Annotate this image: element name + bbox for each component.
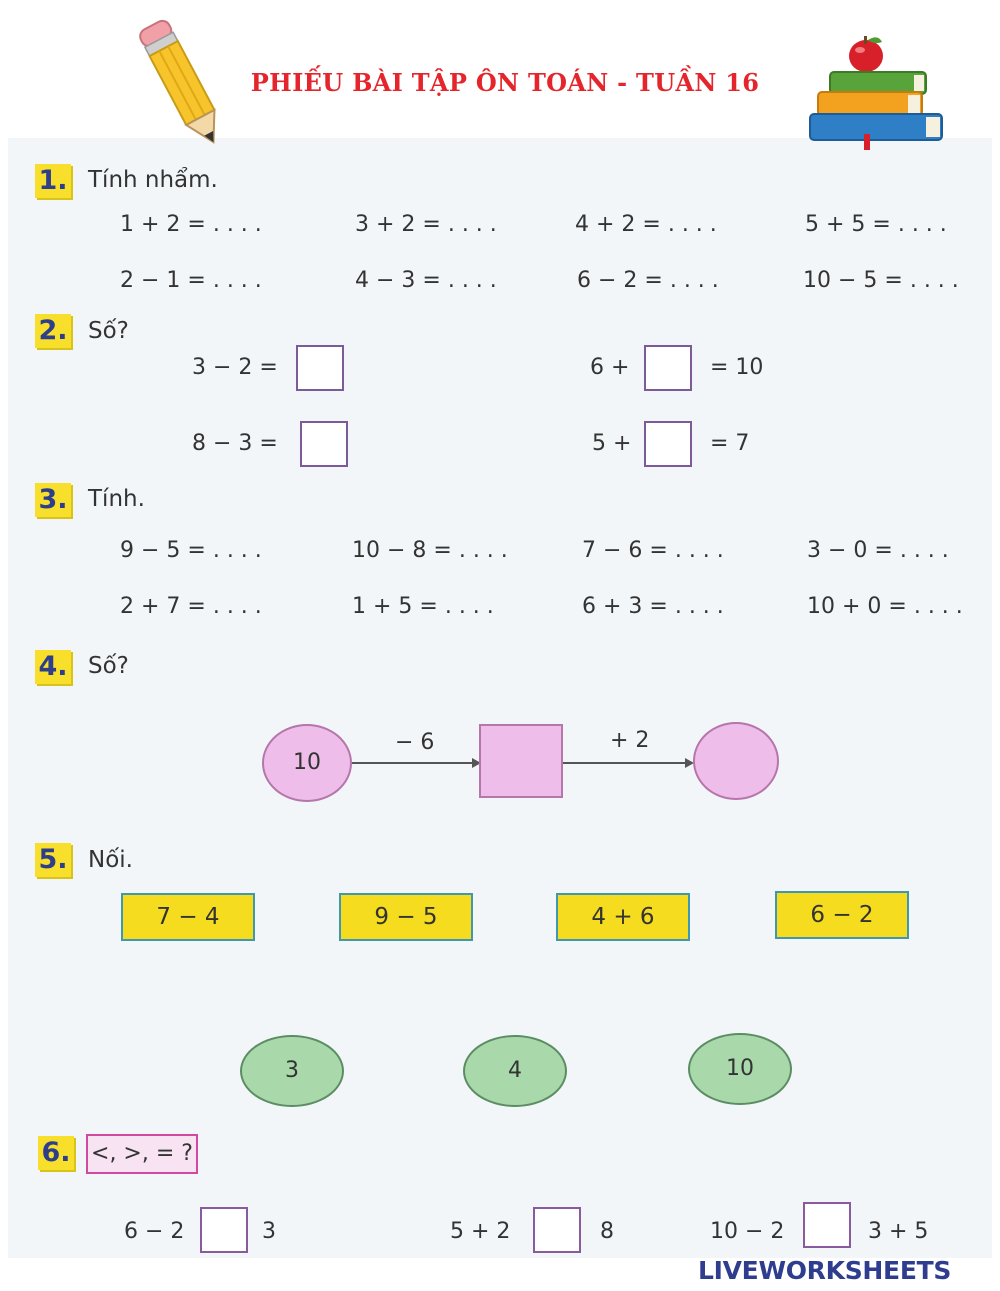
s2-answer-box[interactable] xyxy=(644,421,692,467)
end-answer-circle[interactable] xyxy=(693,722,779,800)
s6-left: 6 − 2 xyxy=(124,1219,185,1244)
section-1-number: 1. xyxy=(35,164,71,198)
s2-answer-box[interactable] xyxy=(296,345,344,391)
match-answer-circle[interactable]: 4 xyxy=(463,1035,567,1107)
s2-expr-pre: 3 − 2 = xyxy=(192,355,278,380)
section-4-number: 4. xyxy=(35,650,71,684)
liveworksheets-logo: LIVEWORKSHEETS xyxy=(698,1256,952,1285)
s1-expr[interactable]: 2 − 1 = . . . . xyxy=(120,268,262,293)
match-card[interactable]: 7 − 4 xyxy=(121,893,255,941)
s6-left: 10 − 2 xyxy=(710,1219,785,1244)
s3-expr[interactable]: 6 + 3 = . . . . xyxy=(582,594,724,619)
s6-right: 3 xyxy=(262,1219,276,1244)
s2-answer-box[interactable] xyxy=(644,345,692,391)
s6-right: 8 xyxy=(600,1219,614,1244)
match-answer-circle[interactable]: 10 xyxy=(688,1033,792,1105)
s6-compare-box[interactable] xyxy=(200,1207,248,1253)
s1-expr[interactable]: 3 + 2 = . . . . xyxy=(355,212,497,237)
middle-answer-box[interactable] xyxy=(479,724,563,798)
step-2-label: + 2 xyxy=(610,728,650,753)
section-5-number: 5. xyxy=(35,843,71,877)
match-card[interactable]: 6 − 2 xyxy=(775,891,909,939)
s1-expr[interactable]: 6 − 2 = . . . . xyxy=(577,268,719,293)
step-1-label: − 6 xyxy=(395,730,435,755)
s3-expr[interactable]: 10 + 0 = . . . . xyxy=(807,594,963,619)
s1-expr[interactable]: 4 − 3 = . . . . xyxy=(355,268,497,293)
books-apple-icon xyxy=(804,34,954,169)
s2-expr-post: = 10 xyxy=(710,355,764,380)
s3-expr[interactable]: 9 − 5 = . . . . xyxy=(120,538,262,563)
page-title: PHIẾU BÀI TẬP ÔN TOÁN - TUẦN 16 xyxy=(250,68,760,97)
s2-expr-pre: 6 + xyxy=(590,355,630,380)
s3-expr[interactable]: 2 + 7 = . . . . xyxy=(120,594,262,619)
section-5-title: Nối. xyxy=(88,847,133,873)
s2-expr-pre: 8 − 3 = xyxy=(192,431,278,456)
section-6-title: <, >, = ? xyxy=(86,1134,198,1174)
s2-expr-post: = 7 xyxy=(710,431,750,456)
s3-expr[interactable]: 10 − 8 = . . . . xyxy=(352,538,508,563)
s6-compare-box[interactable] xyxy=(533,1207,581,1253)
s1-expr[interactable]: 10 − 5 = . . . . xyxy=(803,268,959,293)
start-number-circle: 10 xyxy=(262,724,352,802)
s1-expr[interactable]: 4 + 2 = . . . . xyxy=(575,212,717,237)
match-answer-circle[interactable]: 3 xyxy=(240,1035,344,1107)
s2-expr-pre: 5 + xyxy=(592,431,632,456)
section-6-number: 6. xyxy=(38,1136,74,1170)
s6-left: 5 + 2 xyxy=(450,1219,511,1244)
section-3-title: Tính. xyxy=(88,486,145,512)
s3-expr[interactable]: 3 − 0 = . . . . xyxy=(807,538,949,563)
s3-expr[interactable]: 1 + 5 = . . . . xyxy=(352,594,494,619)
section-2-number: 2. xyxy=(35,314,71,348)
s6-compare-box[interactable] xyxy=(803,1202,851,1248)
arrow-1 xyxy=(352,755,482,771)
section-4-title: Số? xyxy=(88,653,129,679)
section-2-title: Số? xyxy=(88,318,129,344)
match-card[interactable]: 4 + 6 xyxy=(556,893,690,941)
s1-expr[interactable]: 5 + 5 = . . . . xyxy=(805,212,947,237)
s2-answer-box[interactable] xyxy=(300,421,348,467)
s1-expr[interactable]: 1 + 2 = . . . . xyxy=(120,212,262,237)
section-1-title: Tính nhẩm. xyxy=(88,167,218,193)
section-3-number: 3. xyxy=(35,483,71,517)
s3-expr[interactable]: 7 − 6 = . . . . xyxy=(582,538,724,563)
s6-right: 3 + 5 xyxy=(868,1219,929,1244)
arrow-2 xyxy=(563,755,695,771)
match-card[interactable]: 9 − 5 xyxy=(339,893,473,941)
